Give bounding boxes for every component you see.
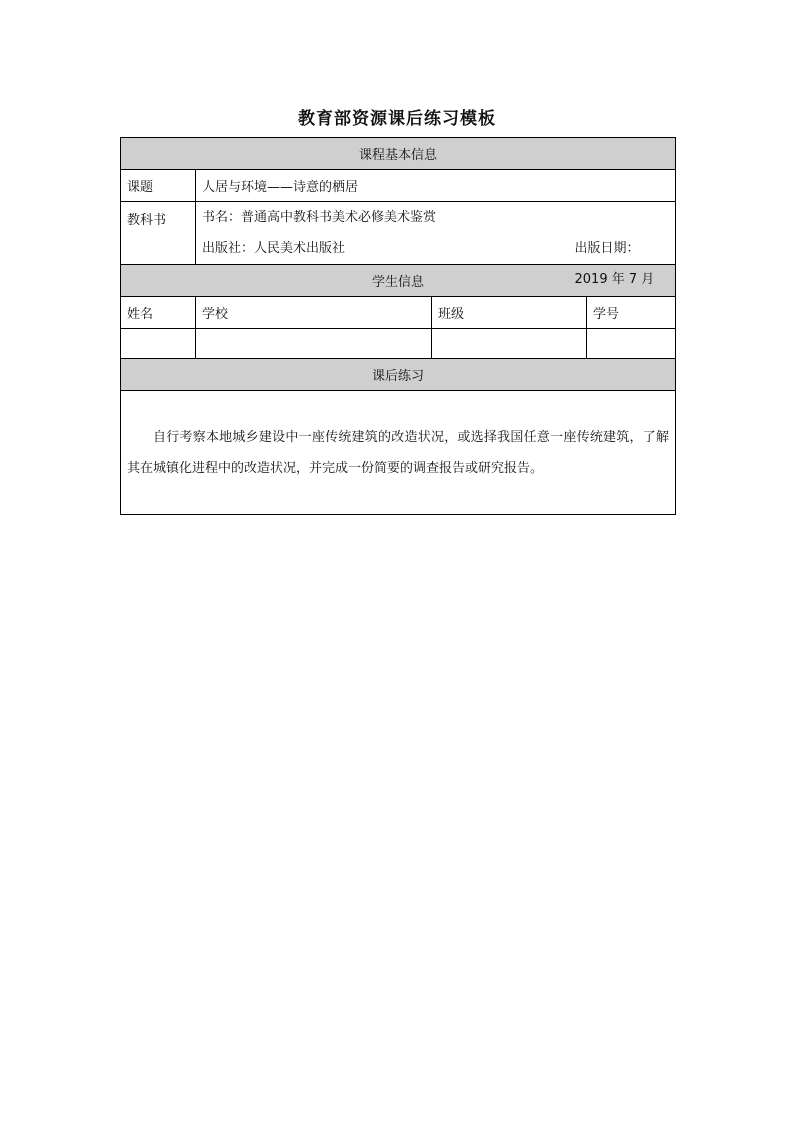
topic-label: 课题 [121, 170, 196, 202]
student-info-header: 学生信息 [121, 265, 676, 297]
textbook-label: 教科书 [121, 202, 196, 265]
name-label: 姓名 [121, 297, 196, 329]
course-info-header: 课程基本信息 [121, 138, 676, 170]
class-field[interactable] [432, 329, 587, 359]
publish-date: 出版日期： 2019 年 7 月 [574, 241, 655, 287]
publisher: 出版社：人民美术出版社 [202, 241, 346, 256]
book-name: 书名：普通高中教科书美术必修美术鉴赏 [202, 210, 437, 225]
name-field[interactable] [121, 329, 196, 359]
page-title: 教育部资源课后练习模板 [298, 109, 496, 129]
school-field[interactable] [196, 329, 432, 359]
student-id-field[interactable] [587, 329, 676, 359]
exercise-form-table [120, 137, 676, 515]
school-label: 学校 [196, 297, 432, 329]
exercise-content [121, 391, 676, 515]
exercise-header: 课后练习 [121, 359, 676, 391]
student-id-label: 学号 [587, 297, 676, 329]
exercise-text: 自行考察本地城乡建设中一座传统建筑的改造状况，或选择我国任意一座传统建筑，了解其在城镇化进程中的改造状况，并完成一份简要的调查报告或研究报告。 [127, 429, 670, 476]
class-label: 班级 [432, 297, 587, 329]
topic-value: 人居与环境——诗意的栖居 [196, 170, 676, 202]
